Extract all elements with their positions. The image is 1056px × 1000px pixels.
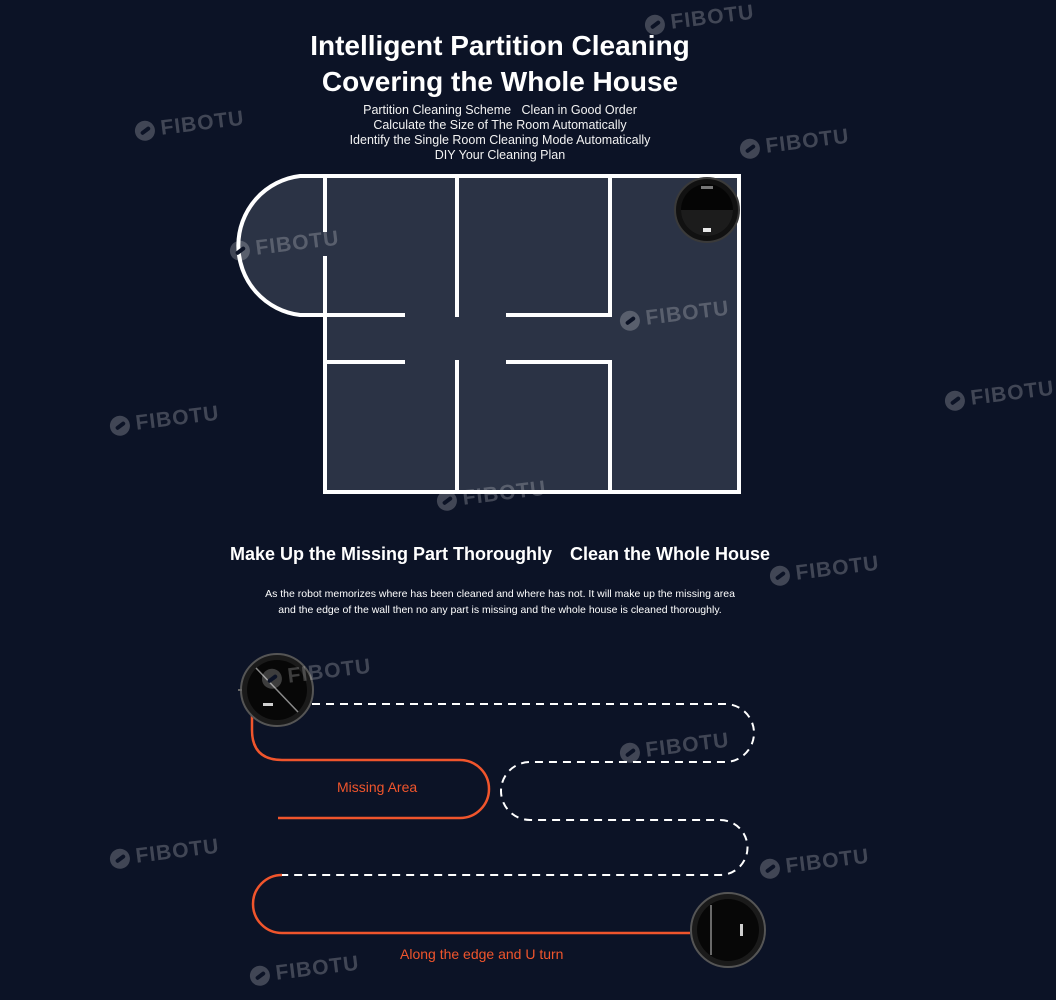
fibotu-logo-icon — [739, 138, 761, 160]
watermark: FIBOTU — [759, 845, 871, 882]
watermark: FIBOTU — [619, 297, 731, 334]
missing-area-label: Missing Area — [337, 779, 418, 795]
fibotu-logo-icon — [436, 490, 458, 512]
fibotu-logo-icon — [261, 668, 283, 690]
fibotu-logo-icon — [769, 565, 791, 587]
watermark: FIBOTU — [619, 729, 731, 766]
fibotu-logo-icon — [619, 742, 641, 764]
description-line: As the robot memorizes where has been cleaned and where has not. It will make up the missing area — [265, 588, 735, 600]
watermark: FIBOTU — [134, 107, 246, 144]
feature-item: Calculate the Size of The Room Automatically — [373, 118, 627, 132]
fibotu-logo-icon — [644, 14, 666, 36]
fibotu-logo-icon — [249, 965, 271, 987]
feature-item: Identify the Single Room Cleaning Mode Automatically — [349, 133, 651, 147]
feature-item: Partition Cleaning Scheme Clean in Good Order — [363, 103, 637, 117]
watermark: FIBOTU — [739, 125, 851, 162]
fibotu-logo-icon — [109, 415, 131, 437]
watermark: FIBOTU — [109, 402, 221, 439]
watermark: FIBOTU — [436, 477, 548, 514]
fibotu-logo-icon — [619, 310, 641, 332]
heading-whole-house: Clean the Whole House — [570, 544, 771, 564]
fibotu-logo-icon — [109, 848, 131, 870]
watermark: FIBOTU — [109, 835, 221, 872]
fibotu-logo-icon — [229, 240, 251, 262]
watermark: FIBOTU — [769, 552, 881, 589]
feature-item: DIY Your Cleaning Plan — [434, 148, 566, 162]
watermark: FIBOTU — [944, 377, 1056, 414]
edge-u-turn-label: Along the edge and U turn — [400, 946, 564, 962]
description-line: and the edge of the wall then no any part is missing and the whole house is cleaned thoroughly. — [278, 604, 722, 616]
fibotu-logo-icon — [759, 858, 781, 880]
fibotu-logo-icon — [944, 390, 966, 412]
watermark: FIBOTU — [249, 952, 361, 989]
watermark: FIBOTU — [644, 1, 756, 38]
watermark: FIBOTU — [261, 655, 373, 692]
title-line-1: Intelligent Partition Cleaning — [310, 30, 690, 61]
title-line-2: Covering the Whole House — [321, 66, 679, 97]
robot-vacuum-icon — [691, 893, 765, 967]
watermark: FIBOTU — [229, 227, 341, 264]
fibotu-logo-icon — [134, 120, 156, 142]
heading-missing-part: Make Up the Missing Part Thoroughly — [229, 544, 552, 564]
edge-u-turn-path — [253, 875, 690, 933]
